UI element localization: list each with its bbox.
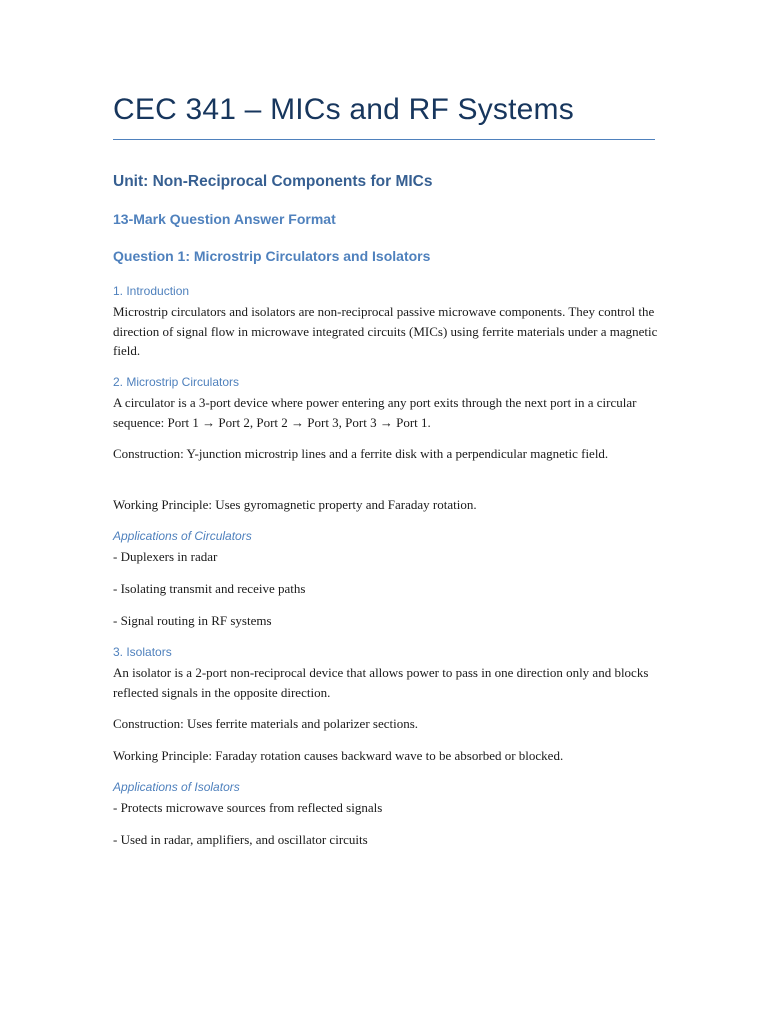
question-heading: Question 1: Microstrip Circulators and Isolators <box>113 248 431 264</box>
list-item: - Used in radar, amplifiers, and oscillator circuits <box>113 832 368 847</box>
circulators-construction: Construction: Y-junction microstrip lines and a ferrite disk with a perpendicular magnetic field. <box>113 446 609 461</box>
isolators-applications-heading: Applications of Isolators <box>113 780 240 794</box>
isolators-heading: 3. Isolators <box>113 645 172 659</box>
isolators-working: Working Principle: Faraday rotation causes backward wave to be absorbed or blocked. <box>113 748 564 763</box>
list-item: - Signal routing in RF systems <box>113 613 272 628</box>
intro-heading: 1. Introduction <box>113 284 190 298</box>
document-title: CEC 341 – MICs and RF Systems <box>113 93 574 126</box>
title-underline <box>113 139 655 140</box>
isolators-paragraph: An isolator is a 2-port non-reciprocal device that allows power to pass in one direction only and blocks reflected signals in the opposite direction. <box>113 665 649 700</box>
format-heading: 13-Mark Question Answer Format <box>113 211 336 227</box>
circulators-applications-heading: Applications of Circulators <box>113 529 252 543</box>
list-item: - Isolating transmit and receive paths <box>113 581 306 596</box>
circulators-paragraph: A circulator is a 3-port device where power entering any port exits through the next port in a circular sequence: Port 1 → Port 2, Port 2 → Port 3, Port 3 → Port 1. <box>113 395 637 430</box>
unit-heading: Unit: Non-Reciprocal Components for MICs <box>113 173 433 190</box>
isolators-construction: Construction: Uses ferrite materials and polarizer sections. <box>113 716 419 731</box>
list-item: - Duplexers in radar <box>113 549 218 564</box>
intro-paragraph: Microstrip circulators and isolators are non-reciprocal passive microwave components. They control the direction of signal flow in microwave integrated circuits (MICs) using ferrite materials under a magnetic field. <box>113 304 658 358</box>
circulators-working: Working Principle: Uses gyromagnetic property and Faraday rotation. <box>113 497 477 512</box>
circulators-heading: 2. Microstrip Circulators <box>113 375 240 389</box>
list-item: - Protects microwave sources from reflected signals <box>113 800 383 815</box>
